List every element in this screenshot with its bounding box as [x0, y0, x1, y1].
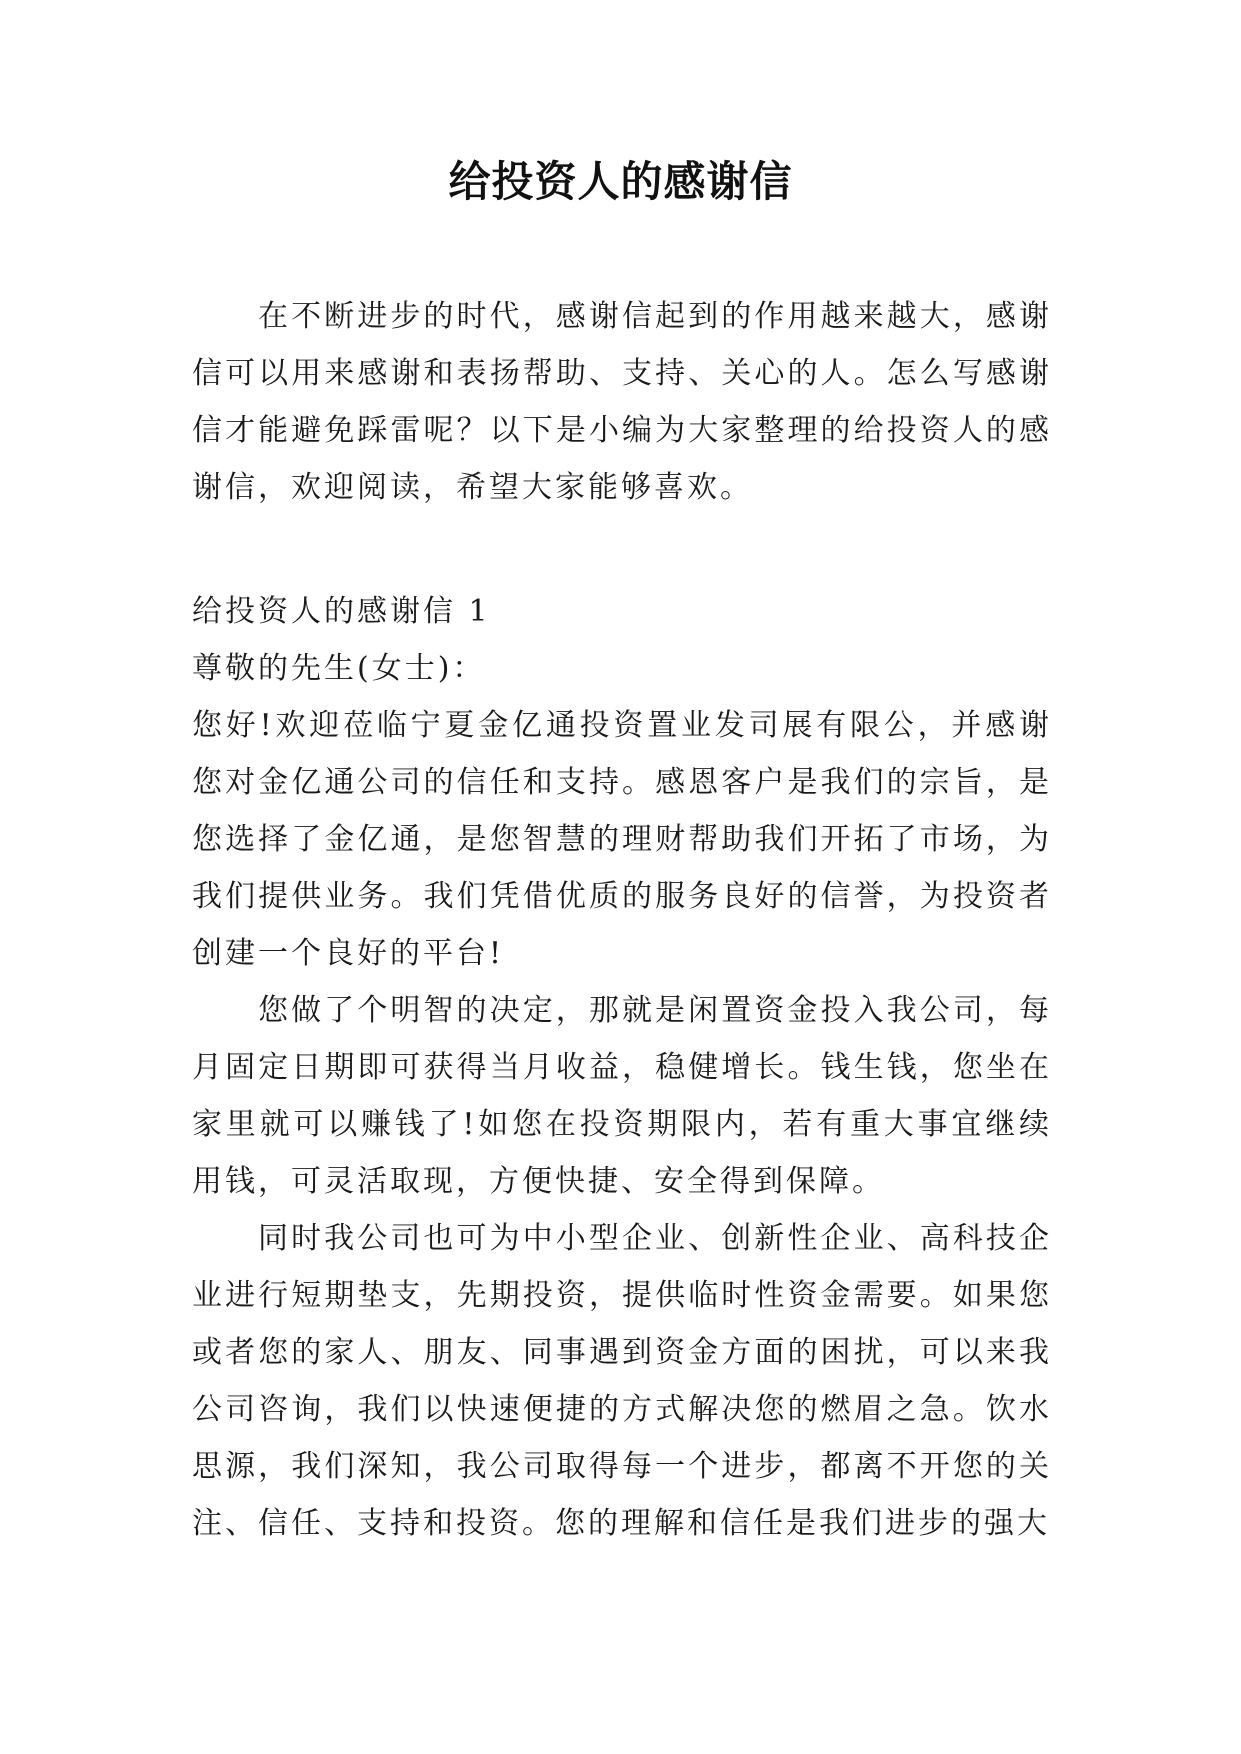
- letter-salutation: 尊敬的先生(女士)：: [192, 651, 486, 686]
- intro-section: [192, 288, 1052, 516]
- document-title: 给投资人的感谢信: [448, 157, 793, 206]
- letter-heading: 给投资人的感谢信 1: [192, 594, 491, 629]
- letter-paragraph-3: 同时我公司也可为中小型企业、创新性企业、高科技企业进行短期垫支，先期投资，提供临时性资金需要。如果您或者您的家人、朋友、同事遇到资金方面的困扰，可以来我公司咨询，我们以快速便捷的方式解决您的燃眉之急。饮水思源，我们深知，我公司取得每一个进步，都离不开您的关注、信任、支持和投资。您的理解和信任是我们进步的强大: [192, 1221, 1052, 1541]
- intro-paragraph: 在不断进步的时代，感谢信起到的作用越来越大，感谢信可以用来感谢和表扬帮助、支持、关心的人。怎么写感谢信才能避免踩雷呢？以下是小编为大家整理的给投资人的感谢信，欢迎阅读，希望大家能够喜欢。: [192, 299, 1052, 505]
- letter-paragraph-2: 您做了个明智的决定，那就是闲置资金投入我公司，每月固定日期即可获得当月收益，稳健增长。钱生钱，您坐在家里就可以赚钱了!如您在投资期限内，若有重大事宜继续用钱，可灵活取现，方便快捷、安全得到保障。: [192, 993, 1052, 1199]
- letter-section: [192, 583, 1052, 1552]
- letter-paragraph-1: 您好!欢迎莅临宁夏金亿通投资置业发司展有限公，并感谢您对金亿通公司的信任和支持。感恩客户是我们的宗旨，是您选择了金亿通，是您智慧的理财帮助我们开拓了市场，为我们提供业务。我们凭借优质的服务良好的信誉，为投资者创建一个良好的平台!: [192, 708, 1052, 971]
